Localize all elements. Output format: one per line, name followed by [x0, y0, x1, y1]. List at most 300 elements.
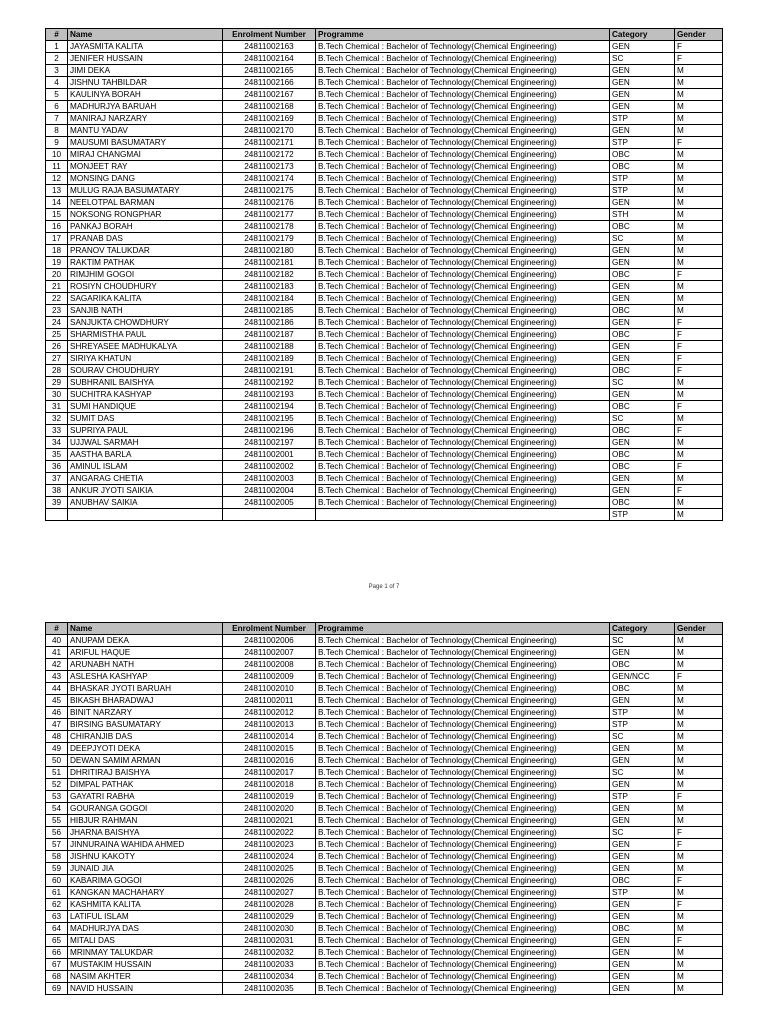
table-row	[46, 329, 723, 341]
cell-gender: M	[675, 971, 723, 983]
cell-serial-number: 37	[46, 473, 68, 485]
header-gender: Gender	[675, 29, 723, 41]
cell-enrolment-number: 24811002171	[223, 137, 316, 149]
cell-gender: F	[675, 341, 723, 353]
cell-programme: B.Tech Chemical : Bachelor of Technology(Chemical Engineering)	[316, 281, 610, 293]
table-row	[46, 875, 723, 887]
cell-enrolment-number: 24811002032	[223, 947, 316, 959]
cell-category: STP	[610, 719, 675, 731]
cell-enrolment-number: 24811002182	[223, 269, 316, 281]
cell-enrolment-number: 24811002030	[223, 923, 316, 935]
header-enrolment-number: Enrolment Number	[223, 29, 316, 41]
cell-serial-number: 19	[46, 257, 68, 269]
cell-category: STP	[610, 707, 675, 719]
cell-gender: M	[675, 413, 723, 425]
cell-enrolment-number: 24811002177	[223, 209, 316, 221]
cell-category: STP	[610, 509, 675, 521]
table-row	[46, 935, 723, 947]
cell-programme: B.Tech Chemical : Bachelor of Technology(Chemical Engineering)	[316, 185, 610, 197]
cell-category: GEN	[610, 41, 675, 53]
cell-programme: B.Tech Chemical : Bachelor of Technology(Chemical Engineering)	[316, 755, 610, 767]
cell-name: GAYATRI RABHA	[68, 791, 223, 803]
cell-name	[68, 509, 223, 521]
table-row	[46, 791, 723, 803]
cell-enrolment-number: 24811002033	[223, 959, 316, 971]
cell-enrolment-number: 24811002031	[223, 935, 316, 947]
table-row	[46, 77, 723, 89]
cell-gender: F	[675, 791, 723, 803]
cell-name: MADHURJYA DAS	[68, 923, 223, 935]
cell-programme: B.Tech Chemical : Bachelor of Technology(Chemical Engineering)	[316, 647, 610, 659]
cell-name: MIRAJ CHANGMAI	[68, 149, 223, 161]
cell-programme: B.Tech Chemical : Bachelor of Technology(Chemical Engineering)	[316, 389, 610, 401]
cell-enrolment-number: 24811002183	[223, 281, 316, 293]
cell-enrolment-number: 24811002017	[223, 767, 316, 779]
cell-serial-number: 13	[46, 185, 68, 197]
cell-serial-number: 61	[46, 887, 68, 899]
cell-category: SC	[610, 233, 675, 245]
cell-enrolment-number: 24811002164	[223, 53, 316, 65]
cell-serial-number: 15	[46, 209, 68, 221]
cell-programme: B.Tech Chemical : Bachelor of Technology(Chemical Engineering)	[316, 731, 610, 743]
cell-name: MONJEET RAY	[68, 161, 223, 173]
cell-enrolment-number: 24811002180	[223, 245, 316, 257]
cell-gender: M	[675, 851, 723, 863]
table-row	[46, 473, 723, 485]
cell-serial-number: 43	[46, 671, 68, 683]
table-row	[46, 863, 723, 875]
cell-enrolment-number: 24811002035	[223, 983, 316, 995]
cell-category: STP	[610, 887, 675, 899]
cell-programme: B.Tech Chemical : Bachelor of Technology(Chemical Engineering)	[316, 305, 610, 317]
cell-category: OBC	[610, 329, 675, 341]
cell-enrolment-number: 24811002025	[223, 863, 316, 875]
cell-name: PRANAB DAS	[68, 233, 223, 245]
roll-list-page-1	[45, 28, 722, 521]
cell-programme: B.Tech Chemical : Bachelor of Technology(Chemical Engineering)	[316, 365, 610, 377]
cell-enrolment-number: 24811002020	[223, 803, 316, 815]
cell-programme: B.Tech Chemical : Bachelor of Technology(Chemical Engineering)	[316, 659, 610, 671]
cell-programme: B.Tech Chemical : Bachelor of Technology(Chemical Engineering)	[316, 767, 610, 779]
roll-list-table-1	[45, 28, 723, 521]
table-row	[46, 635, 723, 647]
cell-enrolment-number: 24811002178	[223, 221, 316, 233]
header-serial-number: #	[46, 623, 68, 635]
cell-programme: B.Tech Chemical : Bachelor of Technology(Chemical Engineering)	[316, 935, 610, 947]
cell-enrolment-number: 24811002027	[223, 887, 316, 899]
table-row	[46, 911, 723, 923]
cell-name: BIKASH BHARADWAJ	[68, 695, 223, 707]
cell-enrolment-number: 24811002193	[223, 389, 316, 401]
cell-gender: M	[675, 125, 723, 137]
cell-gender: M	[675, 389, 723, 401]
cell-serial-number: 28	[46, 365, 68, 377]
table-row	[46, 485, 723, 497]
cell-category: SC	[610, 53, 675, 65]
cell-category: GEN	[610, 389, 675, 401]
cell-gender: F	[675, 365, 723, 377]
cell-serial-number	[46, 509, 68, 521]
cell-enrolment-number: 24811002173	[223, 161, 316, 173]
cell-serial-number: 67	[46, 959, 68, 971]
table-row	[46, 803, 723, 815]
cell-enrolment-number: 24811002187	[223, 329, 316, 341]
cell-category: GEN	[610, 125, 675, 137]
cell-serial-number: 40	[46, 635, 68, 647]
cell-name: SHARMISTHA PAUL	[68, 329, 223, 341]
cell-category: OBC	[610, 305, 675, 317]
cell-programme: B.Tech Chemical : Bachelor of Technology(Chemical Engineering)	[316, 233, 610, 245]
cell-programme: B.Tech Chemical : Bachelor of Technology(Chemical Engineering)	[316, 863, 610, 875]
cell-category: OBC	[610, 425, 675, 437]
cell-enrolment-number: 24811002014	[223, 731, 316, 743]
roll-list-body-2	[46, 635, 723, 995]
cell-programme: B.Tech Chemical : Bachelor of Technology(Chemical Engineering)	[316, 971, 610, 983]
cell-serial-number: 33	[46, 425, 68, 437]
table-row	[46, 317, 723, 329]
cell-gender: M	[675, 743, 723, 755]
cell-serial-number: 38	[46, 485, 68, 497]
cell-enrolment-number: 24811002023	[223, 839, 316, 851]
cell-enrolment-number: 24811002181	[223, 257, 316, 269]
cell-name: MAUSUMI BASUMATARY	[68, 137, 223, 149]
cell-serial-number: 2	[46, 53, 68, 65]
cell-gender: F	[675, 353, 723, 365]
cell-serial-number: 64	[46, 923, 68, 935]
cell-category: GEN	[610, 89, 675, 101]
cell-category: GEN	[610, 815, 675, 827]
cell-enrolment-number: 24811002192	[223, 377, 316, 389]
cell-category: GEN	[610, 281, 675, 293]
cell-programme: B.Tech Chemical : Bachelor of Technology(Chemical Engineering)	[316, 401, 610, 413]
cell-name: BINIT NARZARY	[68, 707, 223, 719]
table-row	[46, 437, 723, 449]
cell-serial-number: 39	[46, 497, 68, 509]
cell-serial-number: 36	[46, 461, 68, 473]
cell-programme: B.Tech Chemical : Bachelor of Technology(Chemical Engineering)	[316, 101, 610, 113]
cell-gender: M	[675, 683, 723, 695]
cell-gender: F	[675, 935, 723, 947]
cell-serial-number: 55	[46, 815, 68, 827]
cell-programme: B.Tech Chemical : Bachelor of Technology(Chemical Engineering)	[316, 65, 610, 77]
cell-name: SOURAV CHOUDHURY	[68, 365, 223, 377]
roll-list-page-2	[45, 622, 722, 995]
cell-name: JAYASMITA KALITA	[68, 41, 223, 53]
table-row	[46, 113, 723, 125]
cell-programme: B.Tech Chemical : Bachelor of Technology(Chemical Engineering)	[316, 353, 610, 365]
cell-enrolment-number: 24811002188	[223, 341, 316, 353]
table-row	[46, 161, 723, 173]
cell-serial-number: 47	[46, 719, 68, 731]
cell-serial-number: 26	[46, 341, 68, 353]
table-row	[46, 221, 723, 233]
table-row	[46, 281, 723, 293]
cell-name: KASHMITA KALITA	[68, 899, 223, 911]
cell-programme: B.Tech Chemical : Bachelor of Technology(Chemical Engineering)	[316, 683, 610, 695]
cell-programme: B.Tech Chemical : Bachelor of Technology(Chemical Engineering)	[316, 53, 610, 65]
cell-gender: M	[675, 803, 723, 815]
header-gender: Gender	[675, 623, 723, 635]
cell-category: OBC	[610, 497, 675, 509]
table-row	[46, 425, 723, 437]
table-row	[46, 899, 723, 911]
cell-name: SIRIYA KHATUN	[68, 353, 223, 365]
cell-name: AMINUL ISLAM	[68, 461, 223, 473]
cell-name: NEELOTPAL BARMAN	[68, 197, 223, 209]
cell-programme: B.Tech Chemical : Bachelor of Technology(Chemical Engineering)	[316, 635, 610, 647]
cell-enrolment-number: 24811002008	[223, 659, 316, 671]
cell-category: OBC	[610, 449, 675, 461]
cell-gender: F	[675, 137, 723, 149]
cell-programme: B.Tech Chemical : Bachelor of Technology(Chemical Engineering)	[316, 209, 610, 221]
cell-name: MUSTAKIM HUSSAIN	[68, 959, 223, 971]
table-row	[46, 269, 723, 281]
cell-category: GEN	[610, 353, 675, 365]
cell-gender: M	[675, 245, 723, 257]
cell-gender: M	[675, 863, 723, 875]
cell-enrolment-number: 24811002029	[223, 911, 316, 923]
cell-enrolment-number: 24811002022	[223, 827, 316, 839]
table-row	[46, 341, 723, 353]
cell-serial-number: 30	[46, 389, 68, 401]
cell-serial-number: 25	[46, 329, 68, 341]
cell-category: OBC	[610, 461, 675, 473]
cell-enrolment-number: 24811002003	[223, 473, 316, 485]
cell-enrolment-number: 24811002007	[223, 647, 316, 659]
cell-enrolment-number: 24811002169	[223, 113, 316, 125]
cell-serial-number: 46	[46, 707, 68, 719]
cell-category: GEN	[610, 935, 675, 947]
table-row	[46, 887, 723, 899]
cell-programme: B.Tech Chemical : Bachelor of Technology(Chemical Engineering)	[316, 149, 610, 161]
cell-category: OBC	[610, 161, 675, 173]
cell-enrolment-number: 24811002197	[223, 437, 316, 449]
cell-programme: B.Tech Chemical : Bachelor of Technology(Chemical Engineering)	[316, 173, 610, 185]
cell-gender: M	[675, 221, 723, 233]
cell-enrolment-number: 24811002015	[223, 743, 316, 755]
cell-gender: M	[675, 257, 723, 269]
cell-programme: B.Tech Chemical : Bachelor of Technology(Chemical Engineering)	[316, 695, 610, 707]
cell-category: GEN	[610, 839, 675, 851]
cell-name: HIBJUR RAHMAN	[68, 815, 223, 827]
cell-category: GEN	[610, 437, 675, 449]
cell-programme: B.Tech Chemical : Bachelor of Technology(Chemical Engineering)	[316, 791, 610, 803]
cell-programme: B.Tech Chemical : Bachelor of Technology(Chemical Engineering)	[316, 113, 610, 125]
cell-name: JUNAID JIA	[68, 863, 223, 875]
cell-programme: B.Tech Chemical : Bachelor of Technology(Chemical Engineering)	[316, 899, 610, 911]
cell-gender: M	[675, 197, 723, 209]
cell-enrolment-number: 24811002026	[223, 875, 316, 887]
cell-programme: B.Tech Chemical : Bachelor of Technology(Chemical Engineering)	[316, 77, 610, 89]
cell-category: OBC	[610, 659, 675, 671]
cell-gender: M	[675, 473, 723, 485]
cell-gender: M	[675, 659, 723, 671]
cell-enrolment-number: 24811002186	[223, 317, 316, 329]
cell-category: OBC	[610, 269, 675, 281]
cell-enrolment-number: 24811002028	[223, 899, 316, 911]
table-row	[46, 401, 723, 413]
cell-name: JENIFER HUSSAIN	[68, 53, 223, 65]
cell-gender: F	[675, 329, 723, 341]
table-row	[46, 719, 723, 731]
cell-gender: F	[675, 317, 723, 329]
cell-serial-number: 12	[46, 173, 68, 185]
cell-category: GEN	[610, 911, 675, 923]
cell-serial-number: 34	[46, 437, 68, 449]
cell-name: SANJUKTA CHOWDHURY	[68, 317, 223, 329]
cell-enrolment-number: 24811002163	[223, 41, 316, 53]
cell-gender: M	[675, 173, 723, 185]
cell-gender: F	[675, 839, 723, 851]
table-row	[46, 695, 723, 707]
cell-enrolment-number: 24811002185	[223, 305, 316, 317]
table-row	[46, 743, 723, 755]
cell-serial-number: 18	[46, 245, 68, 257]
cell-name: UJJWAL SARMAH	[68, 437, 223, 449]
cell-category: GEN	[610, 851, 675, 863]
table-row	[46, 377, 723, 389]
cell-programme: B.Tech Chemical : Bachelor of Technology(Chemical Engineering)	[316, 887, 610, 899]
cell-gender: F	[675, 485, 723, 497]
cell-serial-number: 3	[46, 65, 68, 77]
cell-name: MONSING DANG	[68, 173, 223, 185]
cell-programme: B.Tech Chemical : Bachelor of Technology(Chemical Engineering)	[316, 923, 610, 935]
cell-programme: B.Tech Chemical : Bachelor of Technology(Chemical Engineering)	[316, 449, 610, 461]
cell-serial-number: 62	[46, 899, 68, 911]
cell-name: JHARNA BAISHYA	[68, 827, 223, 839]
cell-serial-number: 4	[46, 77, 68, 89]
cell-programme: B.Tech Chemical : Bachelor of Technology(Chemical Engineering)	[316, 815, 610, 827]
cell-serial-number: 31	[46, 401, 68, 413]
cell-category: GEN	[610, 863, 675, 875]
cell-category: SC	[610, 635, 675, 647]
cell-serial-number: 57	[46, 839, 68, 851]
cell-gender: M	[675, 113, 723, 125]
cell-serial-number: 7	[46, 113, 68, 125]
cell-name: BHASKAR JYOTI BARUAH	[68, 683, 223, 695]
cell-serial-number: 6	[46, 101, 68, 113]
cell-programme: B.Tech Chemical : Bachelor of Technology(Chemical Engineering)	[316, 851, 610, 863]
cell-programme: B.Tech Chemical : Bachelor of Technology(Chemical Engineering)	[316, 959, 610, 971]
cell-serial-number: 49	[46, 743, 68, 755]
cell-gender: M	[675, 815, 723, 827]
header-name: Name	[68, 29, 223, 41]
cell-enrolment-number: 24811002168	[223, 101, 316, 113]
cell-gender: M	[675, 779, 723, 791]
cell-enrolment-number: 24811002175	[223, 185, 316, 197]
cell-name: MULUG RAJA BASUMATARY	[68, 185, 223, 197]
cell-name: SUBHRANIL BAISHYA	[68, 377, 223, 389]
cell-programme: B.Tech Chemical : Bachelor of Technology(Chemical Engineering)	[316, 671, 610, 683]
cell-category: OBC	[610, 923, 675, 935]
cell-gender: F	[675, 425, 723, 437]
cell-gender: M	[675, 101, 723, 113]
cell-enrolment-number: 24811002010	[223, 683, 316, 695]
cell-name: RAKTIM PATHAK	[68, 257, 223, 269]
cell-serial-number: 53	[46, 791, 68, 803]
cell-serial-number: 60	[46, 875, 68, 887]
cell-programme: B.Tech Chemical : Bachelor of Technology(Chemical Engineering)	[316, 413, 610, 425]
table-row	[46, 389, 723, 401]
cell-gender: M	[675, 65, 723, 77]
cell-serial-number: 24	[46, 317, 68, 329]
cell-serial-number: 9	[46, 137, 68, 149]
cell-name: MANTU YADAV	[68, 125, 223, 137]
cell-serial-number: 29	[46, 377, 68, 389]
cell-category: GEN	[610, 695, 675, 707]
cell-name: ARIFUL HAQUE	[68, 647, 223, 659]
table-row	[46, 125, 723, 137]
table-row	[46, 185, 723, 197]
cell-gender: M	[675, 707, 723, 719]
cell-serial-number: 23	[46, 305, 68, 317]
cell-serial-number: 16	[46, 221, 68, 233]
table-row	[46, 755, 723, 767]
cell-category: GEN	[610, 101, 675, 113]
cell-category: GEN	[610, 245, 675, 257]
cell-name: JISHNU TAHBILDAR	[68, 77, 223, 89]
table-row	[46, 983, 723, 995]
cell-name: MRINMAY TALUKDAR	[68, 947, 223, 959]
table-row	[46, 851, 723, 863]
cell-enrolment-number: 24811002165	[223, 65, 316, 77]
table-row	[46, 293, 723, 305]
cell-serial-number: 69	[46, 983, 68, 995]
table-row	[46, 53, 723, 65]
cell-gender: M	[675, 755, 723, 767]
roll-list-body-1	[46, 41, 723, 521]
table-row	[46, 413, 723, 425]
roll-list-table-2	[45, 622, 723, 995]
cell-serial-number: 44	[46, 683, 68, 695]
cell-serial-number: 65	[46, 935, 68, 947]
cell-gender: F	[675, 53, 723, 65]
cell-serial-number: 11	[46, 161, 68, 173]
cell-enrolment-number: 24811002170	[223, 125, 316, 137]
cell-name: MANIRAJ NARZARY	[68, 113, 223, 125]
cell-name: ARUNABH NATH	[68, 659, 223, 671]
cell-category: STP	[610, 173, 675, 185]
cell-serial-number: 63	[46, 911, 68, 923]
cell-name: DEEPJYOTI DEKA	[68, 743, 223, 755]
cell-programme: B.Tech Chemical : Bachelor of Technology(Chemical Engineering)	[316, 827, 610, 839]
table-row	[46, 509, 723, 521]
cell-gender: F	[675, 827, 723, 839]
cell-name: CHIRANJIB DAS	[68, 731, 223, 743]
cell-enrolment-number: 24811002016	[223, 755, 316, 767]
cell-serial-number: 8	[46, 125, 68, 137]
cell-programme: B.Tech Chemical : Bachelor of Technology(Chemical Engineering)	[316, 245, 610, 257]
cell-gender: M	[675, 149, 723, 161]
cell-enrolment-number: 24811002024	[223, 851, 316, 863]
cell-gender: F	[675, 899, 723, 911]
table-row	[46, 101, 723, 113]
cell-gender: M	[675, 209, 723, 221]
table-row	[46, 839, 723, 851]
cell-gender: M	[675, 305, 723, 317]
cell-gender: M	[675, 497, 723, 509]
table-row	[46, 197, 723, 209]
cell-serial-number: 14	[46, 197, 68, 209]
cell-category: GEN	[610, 473, 675, 485]
cell-programme	[316, 509, 610, 521]
cell-programme: B.Tech Chemical : Bachelor of Technology(Chemical Engineering)	[316, 461, 610, 473]
cell-programme: B.Tech Chemical : Bachelor of Technology(Chemical Engineering)	[316, 437, 610, 449]
cell-category: STP	[610, 791, 675, 803]
cell-name: AASTHA BARLA	[68, 449, 223, 461]
cell-category: GEN	[610, 341, 675, 353]
cell-programme: B.Tech Chemical : Bachelor of Technology(Chemical Engineering)	[316, 221, 610, 233]
